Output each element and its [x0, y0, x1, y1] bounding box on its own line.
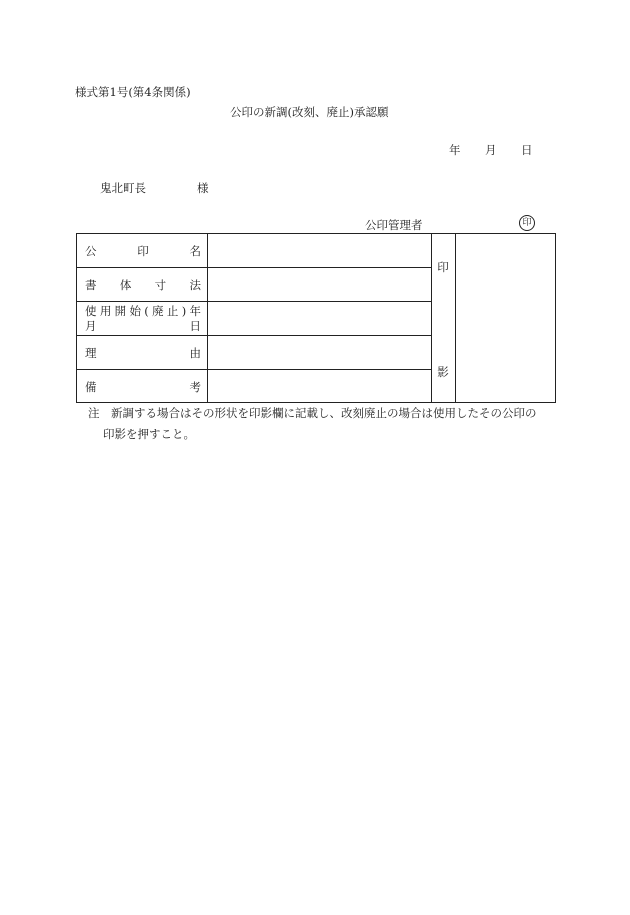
stamp-label-bottom: 影	[437, 365, 449, 379]
stamp-label-top: 印	[437, 260, 449, 274]
label-char: 印	[137, 243, 149, 258]
label-char: )	[181, 304, 187, 318]
date-month-label: 月	[485, 143, 497, 157]
label-char: 理	[85, 345, 97, 360]
row-label-usage-start	[85, 304, 201, 334]
label-char: 法	[189, 277, 201, 292]
label-char: 使	[85, 304, 97, 318]
usage-start-date-field[interactable]	[208, 302, 431, 335]
seal-impression-area[interactable]	[456, 234, 556, 402]
seal-manager-label: 公印管理者	[365, 218, 423, 232]
label-char: 始	[129, 304, 141, 318]
label-char: 名	[189, 243, 201, 258]
seal-circle-icon: 印	[519, 215, 535, 231]
seal-application-table	[76, 233, 556, 403]
label-char: 用	[99, 304, 112, 318]
note-line-1: 注 新調する場合はその形状を印影欄に記載し、改刻廃止の場合は使用したその公印の	[88, 406, 537, 420]
note-line-2: 印影を押すこと。	[103, 427, 195, 441]
label-char: 書	[85, 277, 97, 292]
label-char: 公	[85, 243, 97, 258]
addressee-honorific: 様	[197, 181, 209, 195]
label-char: 寸	[154, 277, 167, 292]
document-title: 公印の新調(改刻、廃止)承認願	[230, 105, 389, 119]
seal-name-field[interactable]	[208, 234, 431, 267]
label-char: 年	[189, 304, 201, 318]
row-label-font-size	[85, 268, 201, 301]
form-number: 様式第1号(第4条関係)	[75, 85, 191, 99]
addressee-name: 鬼北町長	[100, 181, 146, 195]
label-char: 月	[85, 319, 97, 333]
row-label-remarks	[85, 370, 201, 403]
font-size-field[interactable]	[208, 268, 431, 301]
label-char: 考	[189, 379, 201, 394]
label-char: 体	[119, 277, 132, 292]
label-char: 止	[166, 304, 179, 318]
date-day-label: 日	[521, 143, 533, 157]
label-char: 開	[114, 304, 127, 318]
row-label-seal-name	[85, 234, 201, 267]
label-char: 備	[85, 379, 97, 394]
remarks-field[interactable]	[208, 370, 431, 403]
row-label-reason	[85, 336, 201, 369]
label-char: 廃	[152, 304, 164, 318]
date-year-label: 年	[449, 143, 461, 157]
label-char: 日	[189, 319, 201, 333]
reason-field[interactable]	[208, 336, 431, 369]
label-char: (	[144, 304, 149, 318]
label-char: 由	[189, 345, 201, 360]
